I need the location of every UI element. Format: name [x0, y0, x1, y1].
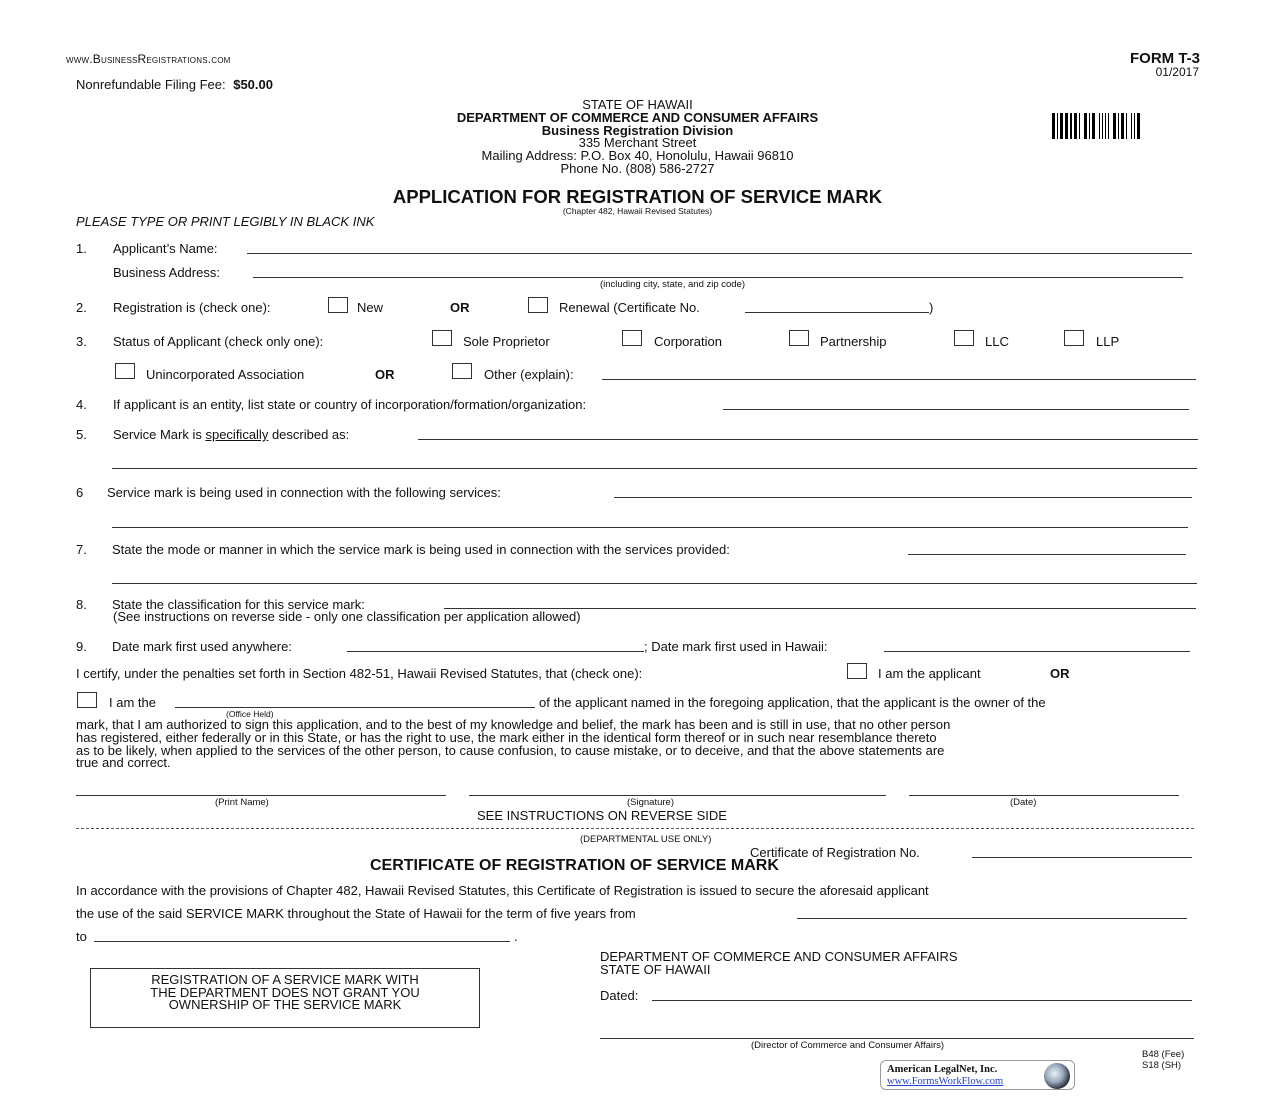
- cert-no-label: Certificate of Registration No.: [750, 845, 920, 860]
- see-instructions: SEE INSTRUCTIONS ON REVERSE SIDE: [477, 808, 727, 823]
- certificate-para-2: the use of the said SERVICE MARK throughout the State of Hawaii for the term of five years from: [76, 906, 636, 921]
- certify-tail: of the applicant named in the foregoing application, that the applicant is the owner of the: [539, 695, 1046, 710]
- unincorporated-association-label: Unincorporated Association: [146, 367, 305, 382]
- office-held-hint: (Office Held): [226, 709, 274, 719]
- certify-body-line: as to be likely, when applied to the services of the other person, to cause confusion, to cause mistake, or to deceive, and that the above statements are: [76, 742, 945, 758]
- cert-no-field[interactable]: [972, 857, 1192, 858]
- departmental-use-only: (DEPARTMENTAL USE ONLY): [580, 834, 712, 845]
- signoff-department: DEPARTMENT OF COMMERCE AND CONSUMER AFFAIRS: [600, 949, 958, 964]
- website-url[interactable]: www.BusinessRegistrations.com: [66, 52, 231, 66]
- form-code-sh: S18 (SH): [1142, 1059, 1182, 1071]
- print-name-field[interactable]: [76, 795, 446, 796]
- certify-body: [76, 719, 950, 770]
- notice-line: OWNERSHIP OF THE SERVICE MARK: [168, 997, 402, 1012]
- llc-checkbox[interactable]: [954, 330, 974, 346]
- q7-number: 7.: [76, 542, 87, 557]
- print-name-hint: (Print Name): [215, 797, 269, 808]
- i-am-applicant-checkbox[interactable]: [847, 663, 867, 679]
- business-address-label: Business Address:: [113, 265, 220, 280]
- i-am-applicant-label: I am the applicant: [878, 666, 981, 681]
- new-label: New: [357, 300, 384, 315]
- filing-fee-amount: $50.00: [233, 77, 273, 92]
- to-label: to: [76, 929, 87, 944]
- service-mark-description-field[interactable]: [418, 439, 1198, 440]
- certify-intro: I certify, under the penalties set forth in Section 482-51, Hawaii Revised Statutes, that (check one):: [76, 666, 643, 681]
- renewal-label: Renewal (Certificate No.: [559, 300, 700, 315]
- other-label: Other (explain):: [484, 367, 574, 382]
- director-signature-field[interactable]: [600, 1038, 1194, 1039]
- first-used-anywhere-label: Date mark first used anywhere:: [112, 639, 292, 654]
- service-mark-description-label: [113, 427, 349, 442]
- agency-phone: Phone No. (808) 586-2727: [560, 160, 715, 176]
- i-am-the-label: I am the: [109, 695, 156, 710]
- address-hint: (including city, state, and zip code): [600, 279, 746, 290]
- certificate-para-1: In accordance with the provisions of Chapter 482, Hawaii Revised Statutes, this Certificate of Registration is issued to secure the aforesaid applicant: [76, 883, 929, 898]
- dated-label: Dated:: [600, 988, 639, 1003]
- page-title: APPLICATION FOR REGISTRATION OF SERVICE MARK: [392, 186, 883, 207]
- term-from-field[interactable]: [797, 918, 1187, 919]
- partnership-label: Partnership: [820, 334, 887, 349]
- form-code-fee: B48 (Fee): [1142, 1049, 1185, 1060]
- q2-number: 2.: [76, 300, 87, 315]
- agency-state: STATE OF HAWAII: [582, 97, 693, 112]
- date-hint: (Date): [1010, 797, 1037, 808]
- or-label: OR: [450, 300, 470, 315]
- signoff-state: STATE OF HAWAII: [600, 962, 711, 977]
- certificate-title: CERTIFICATE OF REGISTRATION OF SERVICE MARK: [370, 857, 779, 874]
- to-period: .: [514, 929, 518, 944]
- page-subtitle: (Chapter 482, Hawaii Revised Statutes): [562, 206, 713, 216]
- q1-number: 1.: [76, 241, 87, 256]
- sole-proprietor-label: Sole Proprietor: [463, 334, 550, 349]
- certify-body-line: mark, that I am authorized to sign this application, and to the best of my knowledge and belief, the mark has been and is still in use, that no other person: [76, 717, 951, 732]
- new-checkbox[interactable]: [328, 297, 348, 313]
- q5-number: 5.: [76, 427, 87, 442]
- ink-instruction: PLEASE TYPE OR PRINT LEGIBLY IN BLACK INK: [76, 214, 375, 229]
- q9-number: 9.: [76, 639, 87, 654]
- certify-body-line: has registered, either federally or in this State, or has the right to use, the mark either in the identical form thereof or in such near resemblance thereto: [76, 729, 937, 745]
- american-legalnet-logo[interactable]: [880, 1060, 1075, 1090]
- agency-department: DEPARTMENT OF COMMERCE AND CONSUMER AFFAIRS: [456, 109, 819, 125]
- globe-icon: [1044, 1063, 1070, 1089]
- term-to-field[interactable]: [94, 941, 510, 942]
- services-field[interactable]: [614, 497, 1192, 498]
- llp-label: LLP: [1096, 334, 1120, 349]
- services-field-2[interactable]: [112, 527, 1188, 528]
- certify-or-label: OR: [1050, 666, 1070, 681]
- q5-label-post: described as:: [268, 427, 350, 442]
- applicant-name-label: Applicant’s Name:: [113, 241, 218, 256]
- q3-number: 3.: [76, 334, 87, 349]
- mode-label: State the mode or manner in which the service mark is being used in connection with the services provided:: [112, 542, 730, 557]
- q5-label-underlined: specifically: [205, 427, 269, 442]
- first-used-hawaii-field[interactable]: [884, 651, 1190, 652]
- logo-url-link[interactable]: www.FormsWorkFlow.com: [887, 1076, 1004, 1087]
- other-explain-field[interactable]: [602, 379, 1196, 380]
- ownership-notice-box: [90, 968, 480, 1028]
- form-codes: [1142, 1050, 1184, 1071]
- unincorporated-association-checkbox[interactable]: [115, 363, 135, 379]
- corporation-label: Corporation: [654, 334, 722, 349]
- incorporation-field[interactable]: [723, 409, 1189, 410]
- q4-number: 4.: [76, 397, 87, 412]
- renewal-close: ): [929, 300, 934, 315]
- registration-type-label: Registration is (check one):: [113, 300, 271, 315]
- business-address-field[interactable]: [253, 277, 1183, 278]
- certify-body-line: true and correct.: [76, 755, 171, 771]
- corporation-checkbox[interactable]: [622, 330, 642, 346]
- cut-line-divider: [76, 828, 1194, 829]
- agency-street: 335 Merchant Street: [578, 135, 697, 151]
- certificate-no-field[interactable]: [745, 312, 929, 313]
- status-label: Status of Applicant (check only one):: [113, 334, 324, 349]
- agency-block: [0, 99, 1275, 176]
- first-used-anywhere-field[interactable]: [347, 651, 644, 652]
- incorporation-label: If applicant is an entity, list state or country of incorporation/formation/organization:: [113, 397, 587, 412]
- signature-hint: (Signature): [627, 797, 674, 808]
- agency-division: Business Registration Division: [541, 122, 734, 138]
- agency-mailing: Mailing Address: P.O. Box 40, Honolulu, Hawaii 96810: [481, 148, 794, 164]
- dated-field[interactable]: [652, 1000, 1192, 1001]
- filing-fee-label: Nonrefundable Filing Fee:: [76, 77, 226, 92]
- office-held-field[interactable]: [175, 707, 535, 708]
- other-checkbox[interactable]: [452, 363, 472, 379]
- signature-field[interactable]: [469, 795, 886, 796]
- service-mark-description-field-2[interactable]: [112, 468, 1197, 469]
- renewal-checkbox[interactable]: [528, 297, 548, 313]
- notice-line: REGISTRATION OF A SERVICE MARK WITH: [151, 972, 419, 987]
- llp-checkbox[interactable]: [1064, 330, 1084, 346]
- applicant-name-field[interactable]: [247, 253, 1192, 254]
- services-label: Service mark is being used in connection with the following services:: [107, 485, 501, 500]
- officer-checkbox[interactable]: [77, 692, 97, 708]
- llc-label: LLC: [985, 334, 1009, 349]
- classification-hint: (See instructions on reverse side - only one classification per application allowed): [113, 609, 581, 624]
- classification-label: State the classification for this service mark:: [112, 597, 365, 612]
- signoff-agency: [600, 950, 958, 976]
- sole-proprietor-checkbox[interactable]: [432, 330, 452, 346]
- form-date: 01/2017: [1155, 65, 1199, 79]
- form-id: FORM T-3: [1130, 50, 1200, 67]
- date-field[interactable]: [909, 795, 1179, 796]
- q6-number: 6: [76, 485, 84, 500]
- notice-line: THE DEPARTMENT DOES NOT GRANT YOU: [150, 984, 420, 1000]
- q5-label-pre: Service Mark is: [113, 427, 206, 442]
- filing-fee: [76, 77, 273, 92]
- mode-field[interactable]: [908, 554, 1186, 555]
- status-or-label: OR: [375, 367, 395, 382]
- logo-company-name: American LegalNet, Inc.: [887, 1064, 998, 1075]
- partnership-checkbox[interactable]: [789, 330, 809, 346]
- mode-field-2[interactable]: [112, 583, 1197, 584]
- q8-number: 8.: [76, 597, 87, 612]
- director-hint: (Director of Commerce and Consumer Affairs): [751, 1040, 945, 1051]
- first-used-hawaii-label: ; Date mark first used in Hawaii:: [644, 639, 828, 654]
